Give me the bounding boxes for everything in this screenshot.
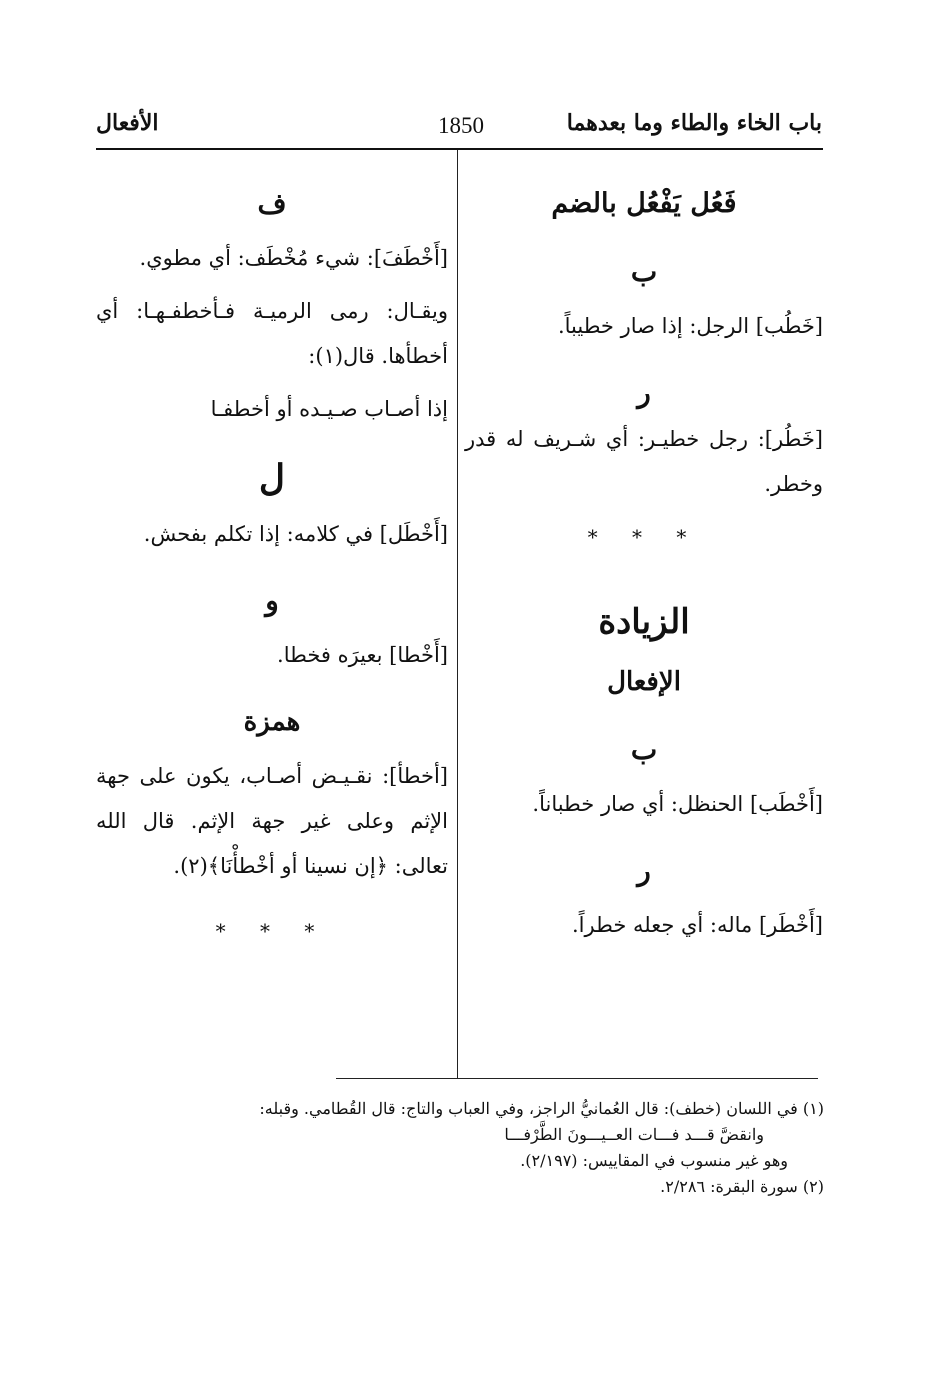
entry-akhta-h: [أخطأ]: نقـيـض أصـاب، يكون على جهة الإثم وعلى غير جهة الإثم. قال الله تعالى: ﴿إن نسينا أو أخْطأْنَا﴾(٢). <box>96 764 448 878</box>
left-column <box>96 180 448 954</box>
footnotes <box>136 1096 824 1200</box>
ifaal-heading: الإفعال <box>607 667 681 697</box>
header-rule <box>96 148 823 150</box>
letter-heading: ل <box>258 457 286 499</box>
letter-heading: ف <box>257 187 287 220</box>
footnote-1-verse: وانقضَّ قـــد فـــات العــيـــونَ الطَّرْفـــا <box>504 1125 764 1144</box>
footnote-2: (٢) سورة البقرة: ٢/٢٨٦. <box>660 1177 824 1196</box>
running-header-left: الأفعال <box>96 110 159 136</box>
column-divider <box>457 150 458 1078</box>
entry-akhta-w: [أَخْطا] بعيرَه فخطا. <box>277 643 448 667</box>
entry-akhtaf: [أَخْطَفَ]: شيء مُخْطَف: أي مطوي. <box>139 246 448 270</box>
entry-khatub: [خَطُب] الرجل: إذا صار خطيباً. <box>557 314 823 338</box>
section-stars: * * * <box>587 525 701 549</box>
entry-yuqal: ويقـال: رمى الرميـة فـأخطفـهـا: أي أخطأها. قال(١): <box>96 299 448 368</box>
ziyada-heading: الزيادة <box>598 602 690 642</box>
poetry-verse: إذا أصـاب صـيـده أو أخطفـا <box>210 397 448 421</box>
letter-heading: و <box>265 584 279 617</box>
letter-heading: ر <box>637 376 651 409</box>
running-header-right: باب الخاء والطاء وما بعدهما <box>566 110 822 136</box>
footnote-rule <box>336 1078 818 1079</box>
entry-khatur: [خَطُر]: رجل خطيـر: أي شـريف له قدر وخطر. <box>465 427 823 496</box>
entry-akhtab: [أَخْطَب] الحنظل: أي صار خطباناً. <box>532 792 823 816</box>
section-stars: * * * <box>215 919 329 943</box>
entry-akhtal: [أَخْطَل] في كلامه: إذا تكلم بفحش. <box>143 522 448 546</box>
hamza-heading: همزة <box>243 707 301 737</box>
section-title: فَعُل يَفْعُل بالضم <box>551 188 737 219</box>
right-column <box>465 180 823 948</box>
footnote-1-note: وهو غير منسوب في المقاييس: (٢/١٩٧). <box>520 1151 788 1170</box>
footnote-1: (١) في اللسان (خطف): قال العُمانيُّ الراجز، وفي العباب والتاج: قال القُطامي. وقبله: <box>259 1099 824 1118</box>
page-number: 1850 <box>438 113 484 138</box>
entry-akhtar: [أَخْطَر] ماله: أي جعله خطراً. <box>572 913 823 937</box>
letter-heading: ب <box>630 733 658 766</box>
letter-heading: ب <box>630 255 658 288</box>
letter-heading: ر <box>637 854 651 887</box>
